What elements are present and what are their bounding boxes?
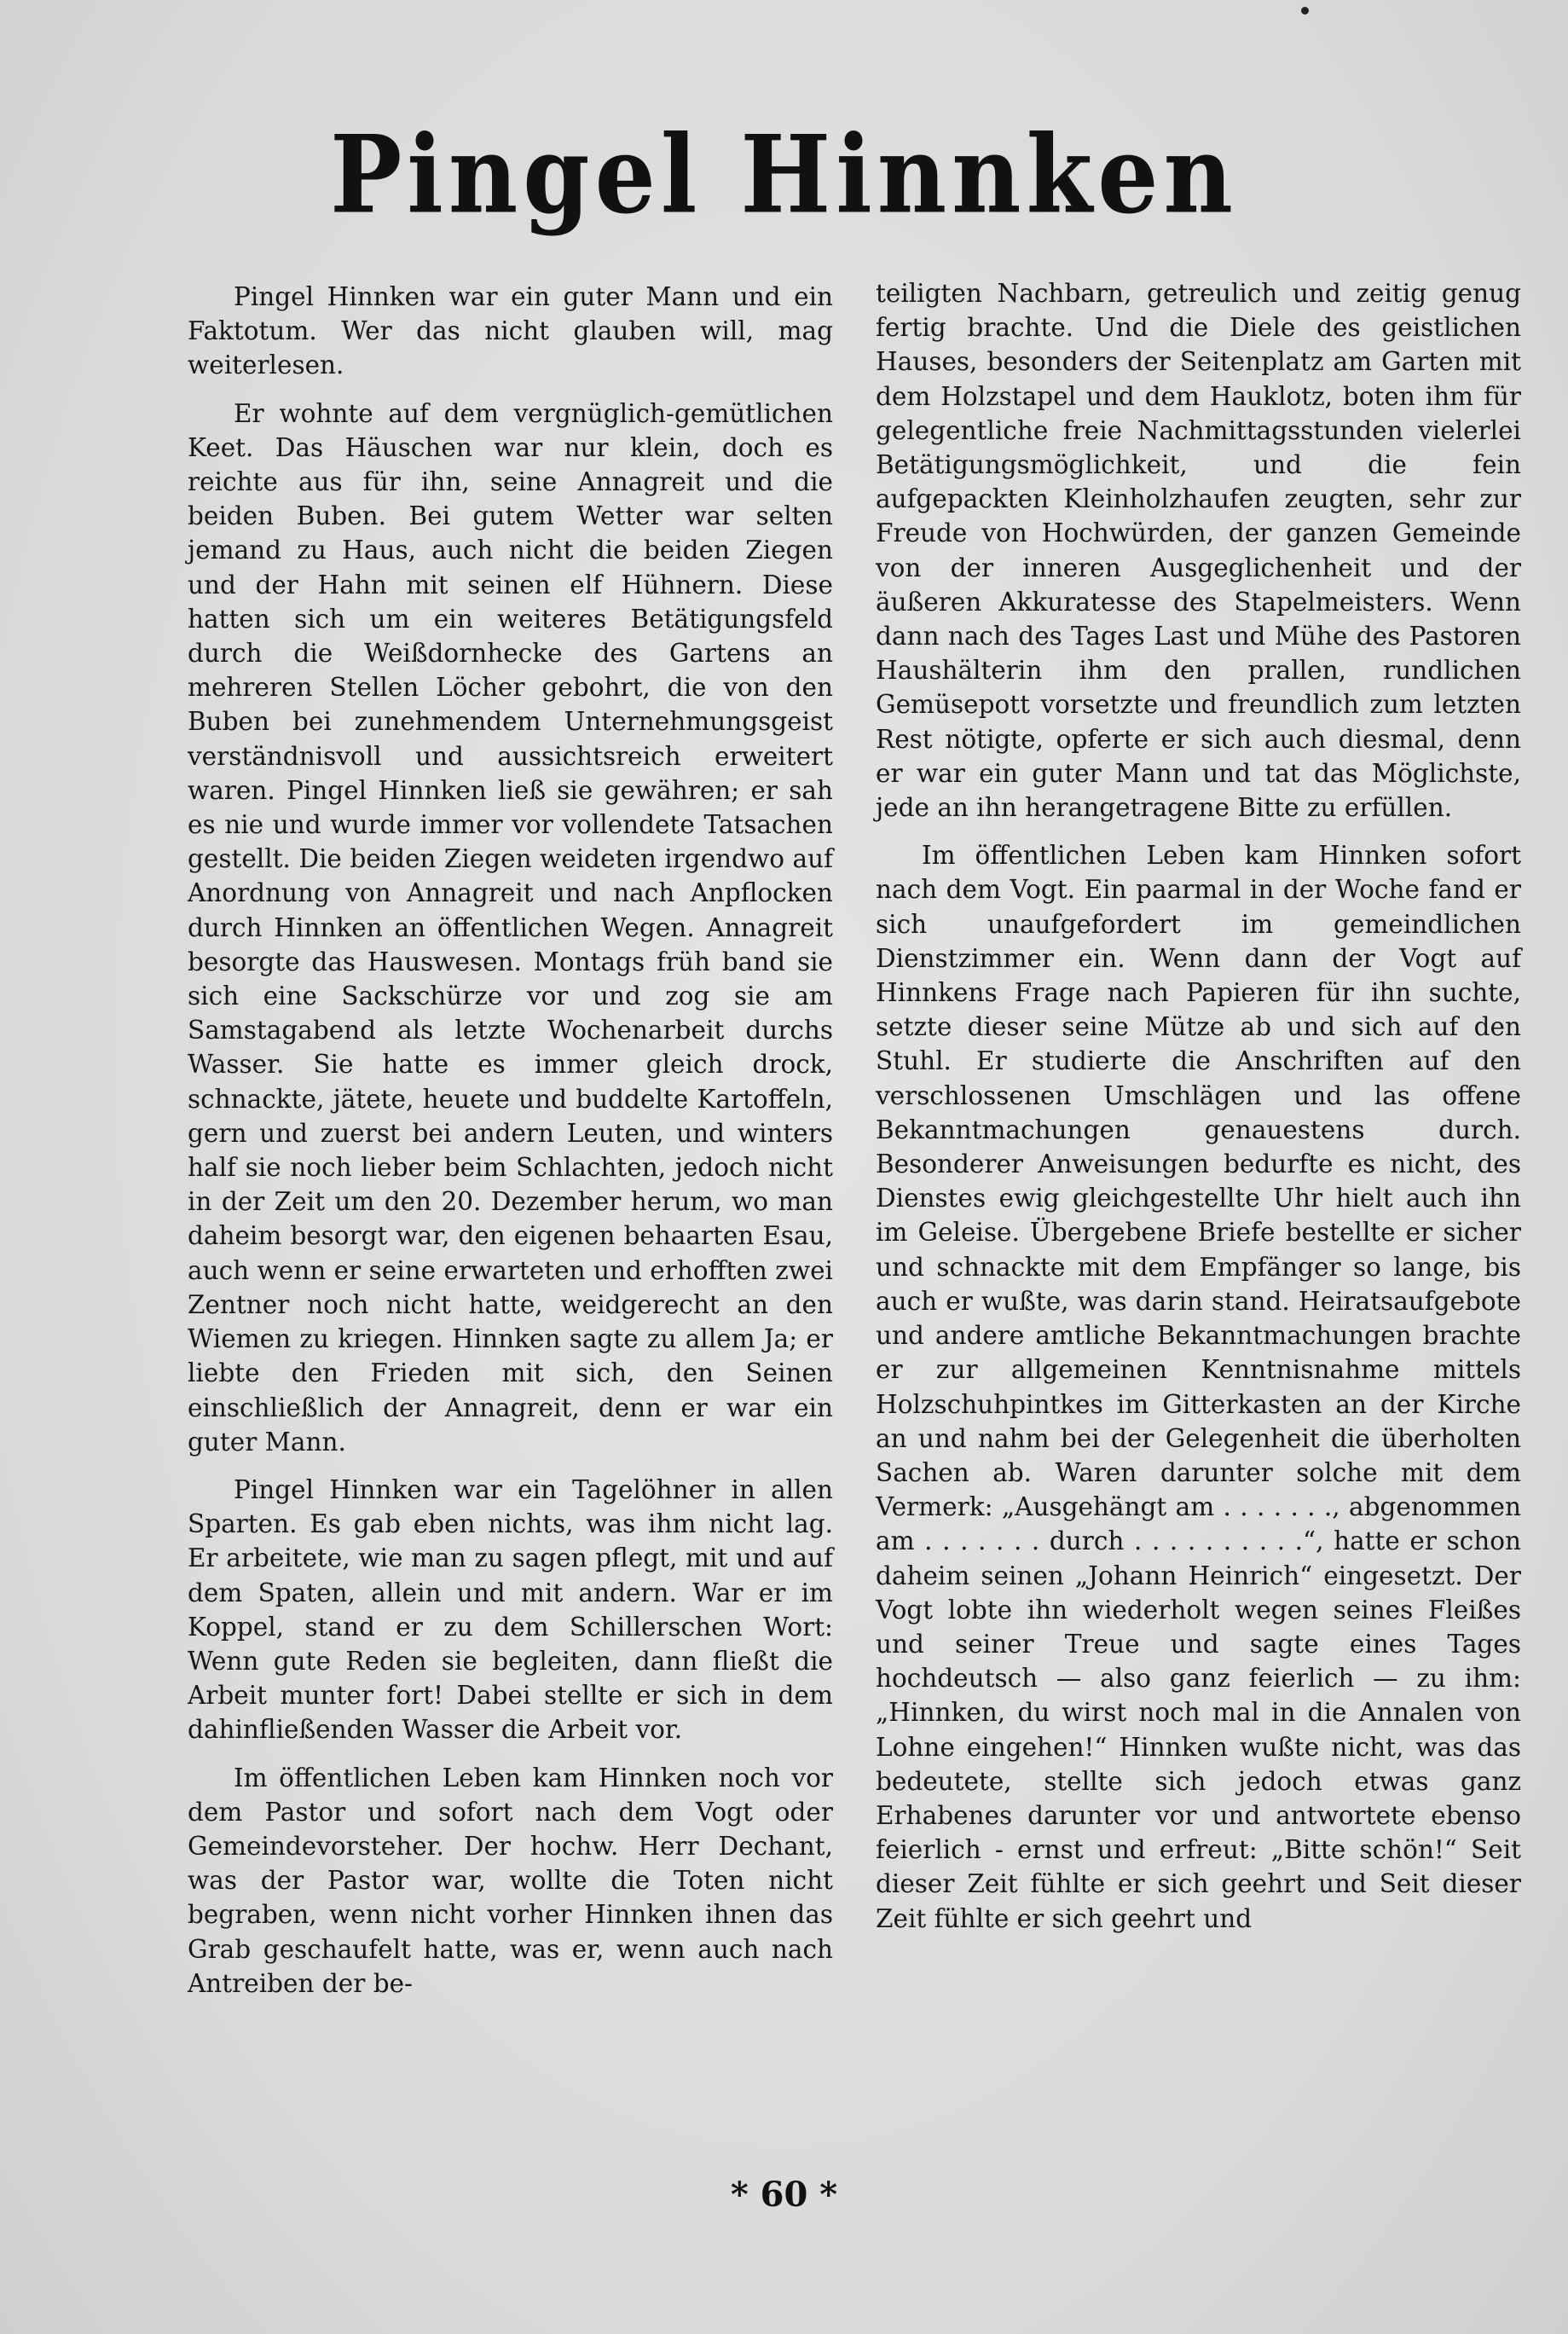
paragraph: Er wohnte auf dem vergnüglich-gemütlichen Keet. Das Häuschen war nur klein, doch es reichte aus für ihn, seine Annagreit und die beiden Buben. Bei gutem Wetter war selten jemand zu Haus, auch nicht die beiden Ziegen und der Hahn mit seinen elf Hühnern. Diese hatten sich um ein weiteres Betätigungsfeld durch die Weißdornhecke des Gartens an mehreren Stellen Löcher gebohrt, die von den Buben bei zunehmendem Unternehmungsgeist verständnisvoll und aussichtsreich erweitert waren. Pingel Hinnken ließ sie gewähren; er sah es nie und wurde immer vor vollendete Tatsachen gestellt. Die beiden Ziegen weideten irgendwo auf Anordnung von Annagreit und nach Anpflocken durch Hinnken an öffentlichen Wegen. Annagreit besorgte das Hauswesen. Montags früh band sie sich eine Sackschürze vor und zog sie am Samstagabend als letzte Wochenarbeit durchs Wasser. Sie hatte es immer gleich drock, schnackte, jätete, heuete und buddelte Kartoffeln, gern und zuerst bei andern Leuten, und winters half sie noch lieber beim Schlachten, jedoch nicht in der Zeit um den 20. Dezember herum, wo man daheim besorgt war, den eigenen behaarten Esau, auch wenn er seine erwarteten und erhofften zwei Zentner noch nicht hatte, weidgerecht an den Wiemen zu kriegen. Hinnken sagte zu allem Ja; er liebte den Frieden mit sich, den Seinen einschließlich der Annagreit, denn er war ein guter Mann. xyxy=(188,398,833,1457)
page-number: * 60 * xyxy=(730,2175,838,2215)
text-column-right xyxy=(876,276,1521,1949)
paragraph: Im öffentlichen Leben kam Hinnken noch vor dem Pastor und sofort nach dem Vogt oder Gemeindevorsteher. Der hochw. Herr Dechant, was der Pastor war, wollte die Toten nicht begraben, wenn nicht vorher Hinnken ihnen das Grab geschaufelt hatte, was er, wenn auch nach Antreiben der be- xyxy=(188,1763,833,1998)
paragraph-continuation: teiligten Nachbarn, getreulich und zeitig genug fertig brachte. Und die Diele des geistlichen Hauses, besonders der Seitenplatz am Garten mit dem Holzstapel und dem Hauklotz, boten ihm für gelegentliche freie Nachmittagsstunden vielerlei Betätigungsmöglichkeit, und die fein aufgepackten Kleinholzhaufen zeugten, sehr zur Freude von Hochwürden, der ganzen Gemeinde von der inneren Ausgeglichenheit und der äußeren Akkuratesse des Stapelmeisters. Wenn dann nach des Tages Last und Mühe des Pastoren Haushälterin ihm den prallen, rundlichen Gemüsepott vorsetzte und freundlich zum letzten Rest nötigte, opferte er sich auch diesmal, denn er war ein guter Mann und tat das Möglichste, jede an ihn herangetragene Bitte zu erfüllen. xyxy=(876,279,1521,823)
text-column-left xyxy=(188,280,833,2014)
paragraph: Im öffentlichen Leben kam Hinnken sofort nach dem Vogt. Ein paarmal in der Woche fand er sich unaufgefordert im gemeindlichen Dienstzimmer ein. Wenn dann der Vogt auf Hinnkens Frage nach Papieren für ihn suchte, setzte dieser seine Mütze ab und sich auf den Stuhl. Er studierte die Anschriften auf den verschlossenen Umschlägen und las offene Bekanntmachungen genauestens durch. Besonderer Anweisungen bedurfte es nicht, des Dienstes ewig gleichgestellte Uhr hielt auch ihn im Geleise. Übergebene Briefe bestellte er sicher und schnackte mit dem Empfänger so lange, bis auch er wußte, was darin stand. Heiratsaufgebote und andere amtliche Bekanntmachungen brachte er zur allgemeinen Kenntnisnahme mittels Holzschuhpintkes im Gitterkasten an der Kirche an und nahm bei der Gelegenheit die überholten Sachen ab. Waren darunter solche mit dem Vermerk: „Ausgehängt am . . . . . . ., abgenommen am . . . . . . . durch . . . . . . . . . .“, hatte er schon daheim seinen „Johann Heinrich“ eingesetzt. Der Vogt lobte ihn wiederholt wegen seines Fleißes und seiner Treue und sagte eines Tages hochdeutsch — also ganz feierlich — zu ihm: „Hinnken, du wirst noch mal in die Annalen von Lohne eingehen!“ Hinnken wußte nicht, was das bedeutete, stellte sich jedoch etwas ganz Erhabenes darunter vor und antwortete ebenso feierlich - ernst und erfreut: „Bitte schön!“ Seit dieser Zeit fühlte er sich geehrt und Seit dieser Zeit fühlte er sich geehrt und xyxy=(876,841,1521,1933)
print-speck xyxy=(1301,7,1309,14)
page-title: Pingel Hinnken xyxy=(330,113,1238,238)
paragraph: Pingel Hinnken war ein guter Mann und ein Faktotum. Wer das nicht glauben will, mag weiterlesen. xyxy=(188,282,833,380)
paragraph: Pingel Hinnken war ein Tagelöhner in allen Sparten. Es gab eben nichts, was ihm nicht lag. Er arbeitete, wie man zu sagen pflegt, mit und auf dem Spaten, allein und mit andern. War er im Koppel, stand er zu dem Schillerschen Wort: Wenn gute Reden sie begleiten, dann fließt die Arbeit munter fort! Dabei stellte er sich in dem dahinfließenden Wasser die Arbeit vor. xyxy=(188,1474,833,1745)
